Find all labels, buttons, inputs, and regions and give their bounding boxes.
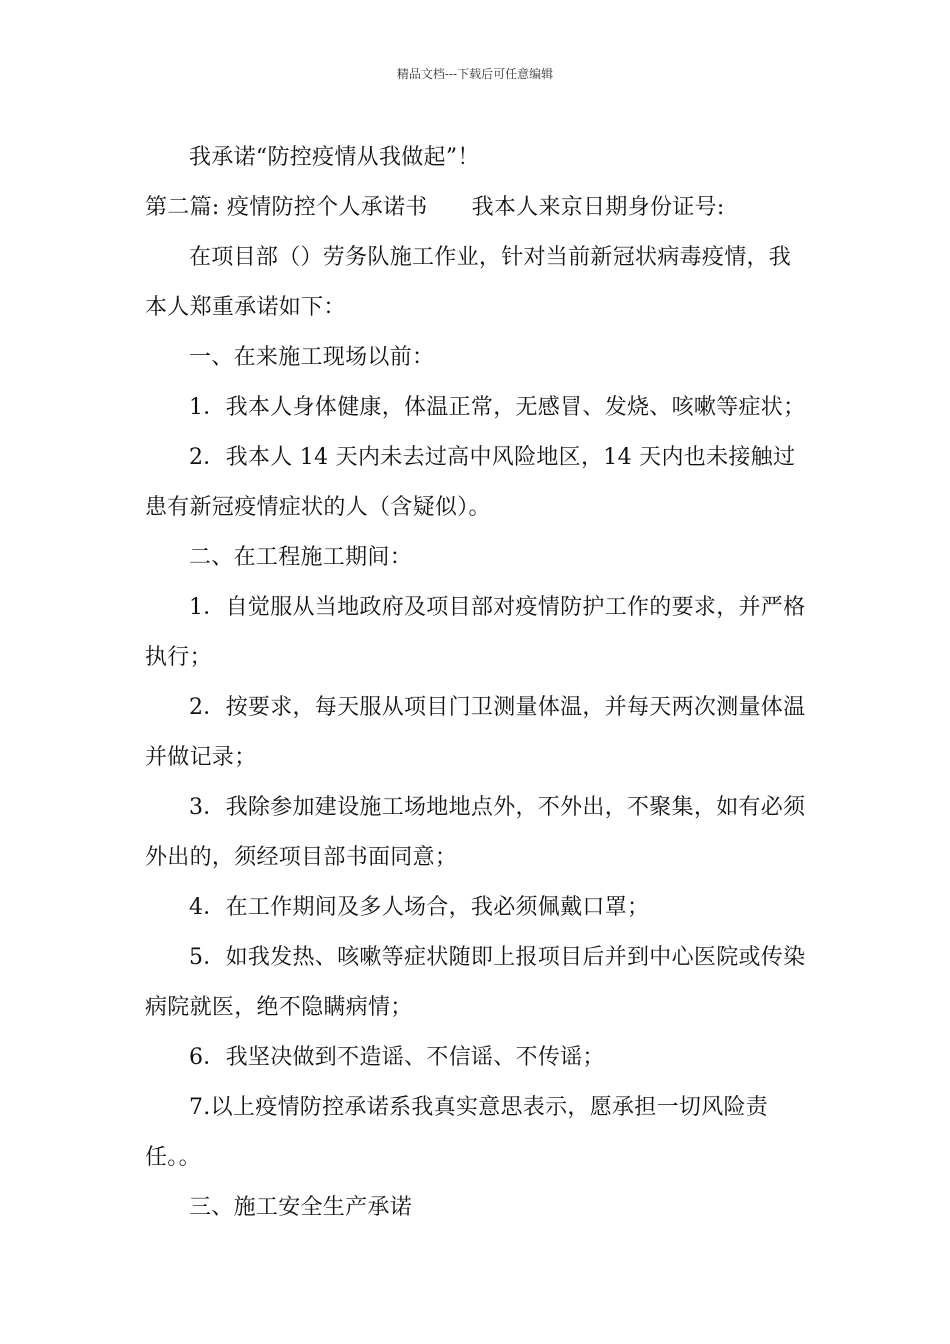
page-header: 精品文档---下载后可任意编辑 [396,67,554,81]
list-item: 5．如我发热、咳嗽等症状随即上报项目后并到中心医院或传染病院就医，绝不隐瞒病情； [145,945,806,1020]
section-heading-during-construction: 二、在工程施工期间： [189,545,413,570]
paragraph-intro: 在项目部（）劳务队施工作业，针对当前新冠状病毒疫情，我本人郑重承诺如下： [145,245,792,320]
list-item: 7.以上疫情防控承诺系我真实意思表示，愿承担一切风险责任。。 [145,1095,769,1170]
personal-info-prompt: 我本人来京日期身份证号: [471,195,725,220]
list-item: 4．在工作期间及多人场合，我必须佩戴口罩； [189,895,650,920]
section-heading-before-site: 一、在来施工现场以前： [189,345,435,370]
list-item: 6．我坚决做到不造谣、不信谣、不传谣； [189,1045,605,1070]
list-item: 1．我本人身体健康，体温正常，无感冒、发烧、咳嗽等症状； [189,395,806,420]
document-body [145,133,807,1233]
list-item: 2．我本人 14 天内未去过高中风险地区，14 天内也未接触过患有新冠疫情症状的人（含疑似）。 [145,445,796,520]
section-heading-safety: 三、施工安全生产承诺 [189,1195,413,1220]
chapter-title: 第二篇: 疫情防控个人承诺书 [145,195,428,220]
paragraph-commitment-slogan: 我承诺“防控疫情从我做起”！ [189,145,480,170]
paragraph-section-heading [145,183,807,233]
list-item: 1．自觉服从当地政府及项目部对疫情防护工作的要求，并严格执行； [145,595,806,670]
list-item: 2．按要求，每天服从项目门卫测量体温，并每天两次测量体温并做记录； [145,695,806,770]
list-item: 3．我除参加建设施工场地地点外，不外出，不聚集，如有必须外出的，须经项目部书面同意； [145,795,806,870]
